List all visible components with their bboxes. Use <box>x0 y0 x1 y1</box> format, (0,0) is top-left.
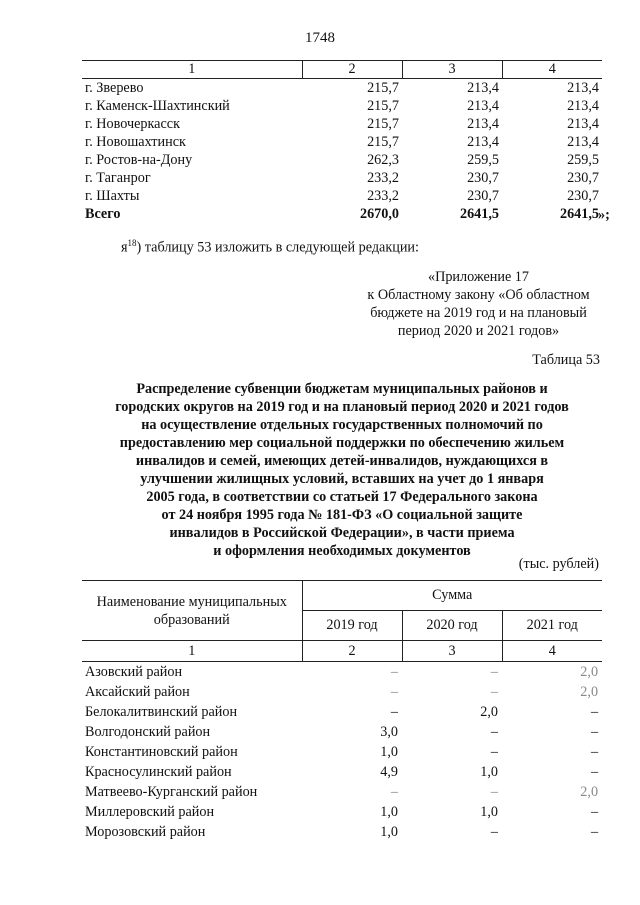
cell-value: 230,7 <box>567 170 599 186</box>
cell-value: – <box>490 824 498 840</box>
units-label: (тыс. рублей) <box>518 556 599 572</box>
title-line: на осуществление отдельных государственных полномочий по <box>141 417 543 433</box>
cell-value: 1,0 <box>380 804 398 820</box>
cell-name: Всего <box>85 206 121 222</box>
cell-value: – <box>390 704 398 720</box>
cell-value: 213,4 <box>467 134 499 150</box>
cell-value: 215,7 <box>367 80 399 96</box>
cell-value: – <box>390 784 398 800</box>
cell-value: 1,0 <box>380 744 398 760</box>
cell-value: – <box>490 684 498 700</box>
cell-value: 2641,5 <box>559 206 599 222</box>
header-year-2020: 2020 год <box>402 611 502 641</box>
appendix-line: бюджете на 2019 год и на плановый <box>370 305 587 321</box>
title-line: инвалидов в Российской Федерации», в части приема <box>169 525 515 541</box>
cell-value: 213,4 <box>467 98 499 114</box>
table-row <box>82 742 602 762</box>
cell-name: г. Таганрог <box>85 170 151 186</box>
table-row <box>82 205 602 223</box>
table-row <box>82 97 602 115</box>
cell-value: 213,4 <box>467 116 499 132</box>
table-row <box>82 133 602 151</box>
cell-value: 259,5 <box>467 152 499 168</box>
cell-value: – <box>590 824 599 840</box>
table-header-row <box>82 581 602 611</box>
cell-name: г. Новошахтинск <box>85 134 186 150</box>
cell-name: Морозовский район <box>85 824 206 840</box>
title-line: от 24 ноября 1995 года № 181-ФЗ «О социальной защите <box>161 507 523 523</box>
cell-value: 2641,5 <box>459 206 499 222</box>
cell-name: Аксайский район <box>85 684 190 700</box>
table-row <box>82 151 602 169</box>
cell-name: Красносулинский район <box>85 764 232 780</box>
title-line: Распределение субвенции бюджетам муниципальных районов и <box>136 381 548 397</box>
table-row <box>82 682 602 702</box>
column-number-1: 1 <box>82 61 302 79</box>
cell-value: 233,2 <box>367 188 399 204</box>
table-label: Таблица 53 <box>532 352 600 368</box>
cell-name: г. Шахты <box>85 188 140 204</box>
cell-value: 259,5 <box>567 152 599 168</box>
cell-value: 213,4 <box>567 134 599 150</box>
table-row <box>82 802 602 822</box>
column-number-2: 2 <box>302 641 402 662</box>
amendment-prefix: я <box>121 239 128 256</box>
title-line: и оформления необходимых документов <box>213 543 471 559</box>
amendment-superscript: 18 <box>127 238 137 248</box>
table-row <box>82 702 602 722</box>
cell-name: Матвеево-Курганский район <box>85 784 258 800</box>
header-name: Наименование муниципальных образований <box>82 581 302 641</box>
cell-value: 2670,0 <box>359 206 399 222</box>
cell-name: г. Ростов-на-Дону <box>85 152 193 168</box>
cell-value: – <box>490 784 498 800</box>
cell-value: 262,3 <box>367 152 399 168</box>
table-row <box>82 662 602 683</box>
cell-name: г. Зверево <box>85 80 144 96</box>
page-number: 1748 <box>305 30 335 46</box>
subvention-table <box>82 580 602 842</box>
column-number-4: 4 <box>502 61 602 79</box>
cell-value: – <box>490 664 498 680</box>
table-row <box>82 722 602 742</box>
cell-value: 213,4 <box>567 98 599 114</box>
table-row <box>82 115 602 133</box>
column-number-3: 3 <box>402 61 502 79</box>
cell-value: 2,0 <box>580 684 599 700</box>
cell-value: – <box>390 684 398 700</box>
cell-value: 215,7 <box>367 98 399 114</box>
cell-value: 1,0 <box>480 804 498 820</box>
table-row <box>82 187 602 205</box>
header-year-2021: 2021 год <box>502 611 602 641</box>
cell-value: 2,0 <box>580 784 599 800</box>
cell-name: Миллеровский район <box>85 804 215 820</box>
cell-value: 2,0 <box>480 704 498 720</box>
cell-value: 230,7 <box>567 188 599 204</box>
cell-value: 213,4 <box>567 116 599 132</box>
cell-value: 230,7 <box>467 188 499 204</box>
cell-value: 215,7 <box>367 134 399 150</box>
title-line: инвалидов и семей, имеющих детей-инвалидов, нуждающихся в <box>135 453 549 469</box>
cell-name: Белокалитвинский район <box>85 704 238 720</box>
appendix-line: период 2020 и 2021 годов» <box>397 323 560 339</box>
cell-value: 233,2 <box>367 170 399 186</box>
title-line: улучшении жилищных условий, вставших на учет до 1 января <box>140 471 544 487</box>
appendix-line: к Областному закону «Об областном <box>367 287 590 303</box>
cell-value: – <box>590 704 599 720</box>
total-closing-quote: »; <box>598 207 610 223</box>
cell-value: 230,7 <box>467 170 499 186</box>
amendment-text <box>121 238 419 257</box>
cell-value: 3,0 <box>380 724 398 740</box>
title-line: городских округов на 2019 год и на плановый период 2020 и 2021 годов <box>115 399 569 415</box>
cell-value: 213,4 <box>467 80 499 96</box>
header-sum: Сумма <box>302 581 602 611</box>
title-line: 2005 года, в соответствии со статьей 17 Федерального закона <box>146 489 538 505</box>
budget-table-cities <box>82 60 602 223</box>
column-number-4: 4 <box>502 641 602 662</box>
table-title <box>82 380 602 560</box>
appendix-reference <box>356 268 601 340</box>
title-line: предоставлению мер социальной поддержки по обеспечению жильем <box>119 435 565 451</box>
cell-name: Азовский район <box>85 664 183 680</box>
column-number-2: 2 <box>302 61 402 79</box>
table-row <box>82 169 602 187</box>
column-number-3: 3 <box>402 641 502 662</box>
cell-name: г. Новочеркасск <box>85 116 180 132</box>
cell-value: 1,0 <box>380 824 398 840</box>
cell-value: – <box>390 664 398 680</box>
table-row <box>82 762 602 782</box>
cell-value: – <box>590 724 599 740</box>
amendment-body: ) таблицу 53 изложить в следующей редакции: <box>136 239 419 256</box>
cell-value: – <box>490 724 498 740</box>
appendix-line: «Приложение 17 <box>428 269 529 285</box>
table-row <box>82 782 602 802</box>
column-number-1: 1 <box>82 641 302 662</box>
cell-name: Волгодонский район <box>85 724 211 740</box>
cell-name: Константиновский район <box>85 744 238 760</box>
cell-value: 1,0 <box>480 764 498 780</box>
table-header-row <box>82 61 602 79</box>
cell-value: 213,4 <box>567 80 599 96</box>
cell-value: – <box>590 744 599 760</box>
cell-value: 215,7 <box>367 116 399 132</box>
cell-value: 4,9 <box>380 764 398 780</box>
table-row <box>82 822 602 842</box>
cell-name: г. Каменск-Шахтинский <box>85 98 230 114</box>
table-header-row <box>82 641 602 662</box>
cell-value: – <box>590 804 599 820</box>
table-row <box>82 79 602 98</box>
cell-value: 2,0 <box>580 664 599 680</box>
header-year-2019: 2019 год <box>302 611 402 641</box>
cell-value: – <box>490 744 498 760</box>
cell-value: – <box>590 764 599 780</box>
